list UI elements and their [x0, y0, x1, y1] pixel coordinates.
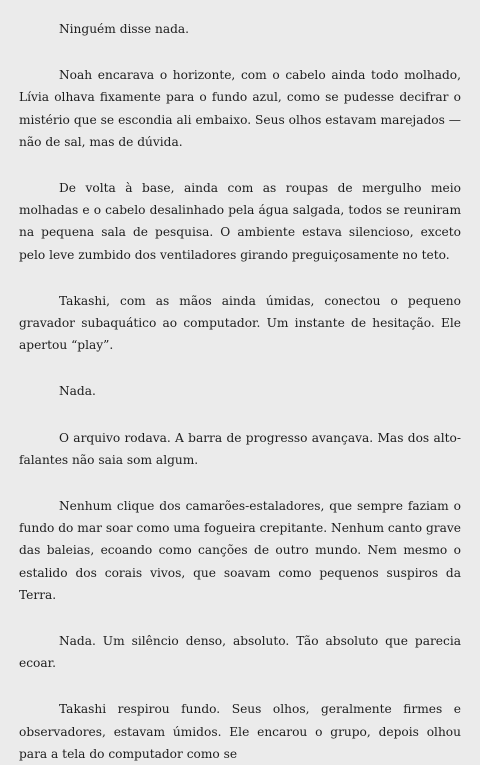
- paragraph-4: Takashi, com as mãos ainda úmidas, conectou o pequeno gravador subaquático ao computador. Um instante de hesitação. Ele apertou “play”.: [19, 293, 461, 353]
- paragraph-1: Ninguém disse nada.: [59, 22, 190, 36]
- paragraph-7: Nenhum clique dos camarões-estaladores, que sempre faziam o fundo do mar soar como uma fogueira crepitante. Nenhum canto grave das baleias, ecoando como canções de outro mundo. Nem mesmo o estalido dos corais vivos, que soavam como pequenos suspiros da Terra.: [19, 499, 461, 602]
- paragraph-2: Noah encarava o horizonte, com o cabelo ainda todo molhado, Lívia olhava fixamente para o fundo azul, como se pudesse decifrar o mistério que se escondia ali embaixo. Seus olhos estavam marejados — não de sal, mas de dúvida.: [19, 68, 461, 149]
- paragraph-6: O arquivo rodava. A barra de progresso avançava. Mas dos alto-falantes não saia som algum.: [19, 430, 461, 467]
- paragraph-5: Nada.: [59, 384, 96, 399]
- paragraph-9: Takashi respirou fundo. Seus olhos, geralmente firmes e observadores, estavam úmidos. Ele encarou o grupo, depois olhou para a tela do computador como se: [19, 702, 461, 761]
- paragraph-8: Nada. Um silêncio denso, absoluto. Tão absoluto que parecia ecoar.: [19, 634, 461, 671]
- paragraph-3: De volta à base, ainda com as roupas de mergulho meio molhadas e o cabelo desalinhado pela água salgada, todos se reuniram na pequena sala de pesquisa. O ambiente estava silencioso, exceto pelo leve zumbido dos ventiladores girando preguiçosamente no teto.: [19, 181, 461, 262]
